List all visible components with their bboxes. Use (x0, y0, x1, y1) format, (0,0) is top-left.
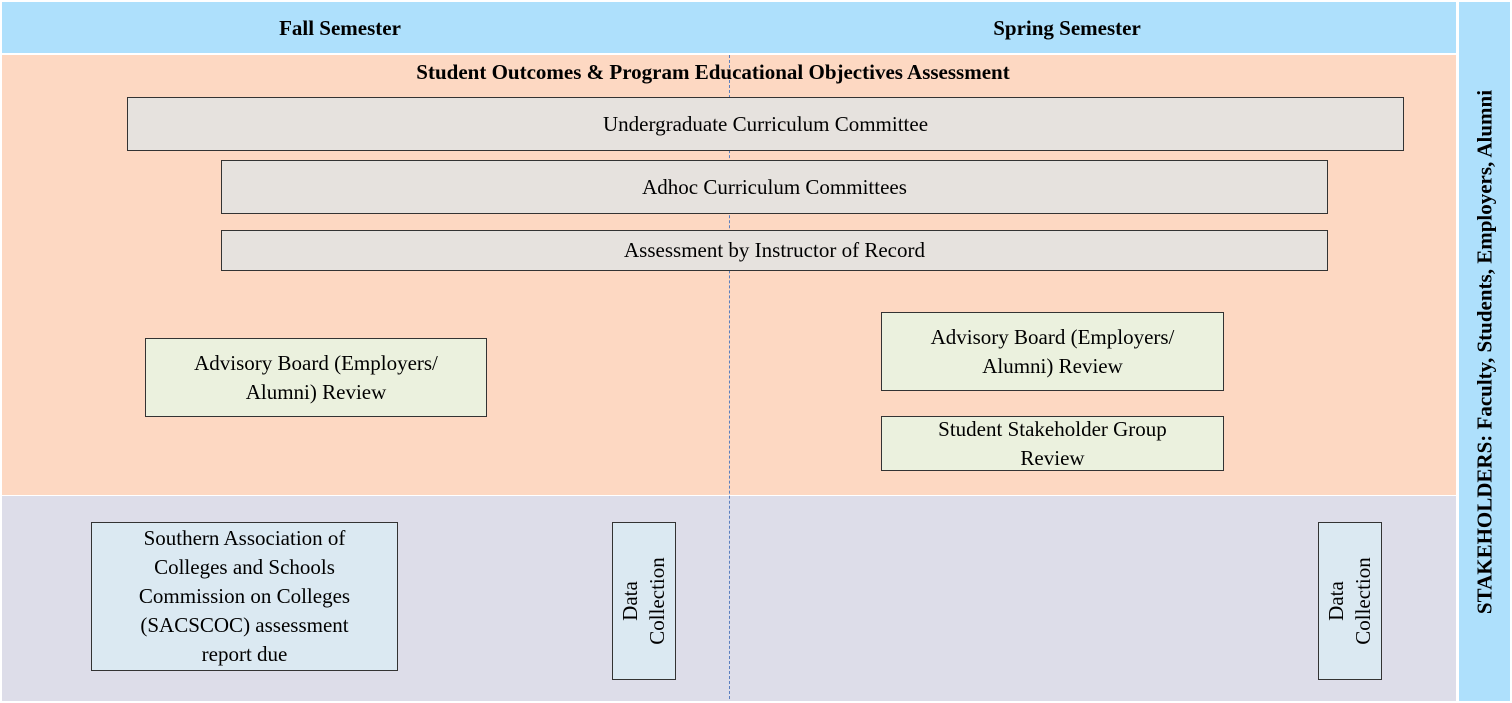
fall-semester-heading: Fall Semester (279, 16, 401, 40)
spring-advisory-line-2: Alumni) Review (982, 353, 1123, 378)
spring-data-collection-box (1318, 522, 1382, 680)
sacscoc-line: report due (201, 642, 288, 666)
fall-advisory-line-1: Advisory Board (Employers/ (194, 350, 438, 375)
semester-header (2, 2, 1456, 53)
adhoc-committees-label: Adhoc Curriculum Committees (642, 174, 907, 199)
fall-advisory-line-2: Alumni) Review (245, 379, 387, 404)
semester-divider (729, 55, 730, 699)
spring-data-collection-line-1: Data (1324, 581, 1348, 621)
section-title: Student Outcomes & Program Educational Objectives Assessment (416, 60, 1010, 84)
sacscoc-line: Southern Association of (143, 526, 346, 550)
adhoc-committees-box (221, 160, 1328, 214)
undergraduate-committee-label: Undergraduate Curriculum Committee (602, 111, 929, 136)
sacscoc-report-box (91, 522, 398, 671)
student-stakeholder-line-1: Student Stakeholder Group (938, 416, 1167, 441)
fall-data-collection-box (612, 522, 676, 680)
spring-data-collection-line-2: Collection (1351, 557, 1375, 645)
sacscoc-line: Colleges and Schools (154, 555, 335, 579)
stakeholders-sidebar (1459, 2, 1510, 701)
fall-data-collection-line-2: Collection (645, 557, 669, 645)
fall-data-collection-line-1: Data (618, 581, 642, 621)
stakeholders-label: STAKEHOLDERS: Faculty, Students, Employers, Alumni (1472, 89, 1496, 614)
sacscoc-line: (SACSCOC) assessment (140, 613, 349, 637)
fall-advisory-board-box (145, 338, 487, 417)
sacscoc-line: Commission on Colleges (138, 584, 351, 608)
instructor-assessment-box (221, 230, 1328, 271)
instructor-assessment-label: Assessment by Instructor of Record (624, 238, 925, 262)
spring-advisory-board-box (881, 312, 1224, 391)
student-stakeholder-box (881, 416, 1224, 471)
spring-advisory-line-1: Advisory Board (Employers/ (930, 324, 1175, 349)
undergraduate-committee-box (127, 97, 1404, 151)
student-stakeholder-line-2: Review (1020, 445, 1085, 470)
spring-semester-heading: Spring Semester (993, 16, 1141, 40)
